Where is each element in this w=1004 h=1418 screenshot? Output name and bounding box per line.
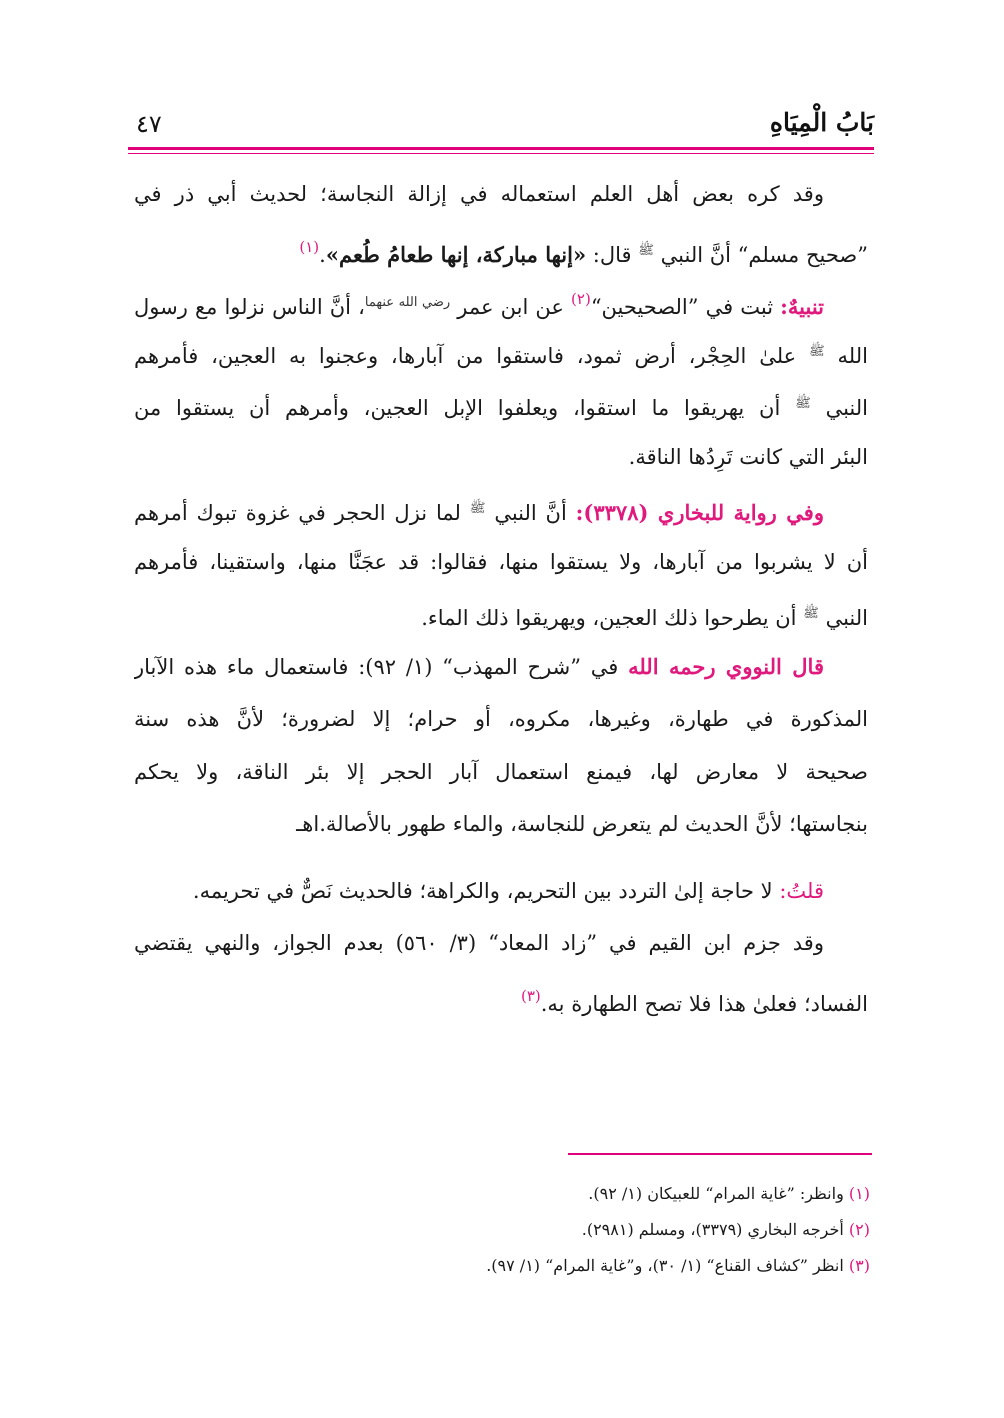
footnote-number: (١): [848, 1184, 870, 1203]
footnote-number: (٢): [848, 1220, 870, 1239]
paragraph-4: [134, 641, 868, 851]
paragraph-2-line-1: [134, 273, 868, 326]
hadith-quote: «إنها مباركة، إنها طعامُ طُعم»: [325, 241, 587, 267]
text-segment: الله: [837, 343, 868, 368]
text-segment: قال:: [592, 242, 632, 267]
paragraph-4-line-1: [134, 641, 868, 694]
text-segment: النبي: [825, 396, 868, 420]
paragraph-4-line-3: صحيحة لا معارض لها، فيمنع استعمال آبار الحجر إلا بئر الناقة، ولا يحكم: [134, 759, 868, 784]
header-rule-thin: [128, 153, 874, 154]
paragraph-3-line-1: [134, 483, 868, 536]
footnote-item: [400, 1248, 870, 1284]
paragraph-2-line-2: [134, 326, 868, 379]
note-label: تنبيهٌ:: [780, 294, 825, 319]
footnote-number: (٣): [848, 1256, 870, 1275]
paragraph-6-line-1: وقد جزم ابن القيم في ”زاد المعاد“ (٣/ ٥٦٠) بعدم الجواز، والنهي يقتضي: [134, 931, 824, 955]
paragraph-5: [134, 865, 868, 918]
header-rule-thick: [128, 147, 874, 150]
text-segment: .: [319, 242, 326, 267]
paragraph-2-line-3: [134, 378, 868, 431]
footnote-text: أخرجه البخاري (٣٣٧٩)، ومسلم (٢٩٨١).: [581, 1220, 844, 1239]
paragraph-gap: [134, 851, 868, 865]
paragraph-1: [134, 168, 868, 273]
paragraph-3-line-2: أن لا يشربوا من آبارها، ولا يستقوا منها، فقالوا: قد عجَنَّا منها، واستقينا، فأمرهم: [134, 549, 868, 574]
honorific-glyph: رضي الله عنهما: [364, 295, 451, 310]
paragraph-3: [134, 483, 868, 641]
text-segment: أنَّ النبي: [494, 501, 567, 525]
narration-label: وفي رواية للبخاري (٣٣٧٨):: [575, 500, 824, 525]
paragraph-6: [134, 917, 868, 1022]
text-segment: النبي: [825, 606, 868, 630]
text-segment: ، أنَّ الناس نزلوا مع رسول: [134, 295, 365, 319]
paragraph-1-line-1: وقد كره بعض أهل العلم استعماله في إزالة النجاسة؛ لحديث أبي ذر في: [134, 182, 824, 206]
paragraph-4-line-4: بنجاستها؛ لأنَّ الحديث لم يتعرض للنجاسة، والماء طهور بالأصالة.اهـ: [296, 812, 868, 836]
paragraph-6-line-2: [134, 970, 868, 1023]
paragraph-2-line-4: البئر التي كانت تَرِدُها الناقة.: [628, 444, 868, 469]
honorific-glyph: ﷺ: [795, 396, 811, 411]
text-segment: أن يهريقوا ما استقوا، ويعلفوا الإبل العجين، وأمرهم أن يستقوا من: [134, 396, 781, 420]
footnote-ref-1[interactable]: (١): [299, 237, 320, 256]
footnote-ref-3[interactable]: (٣): [520, 986, 541, 1005]
footnote-text: انظر ”كشاف القناع“ (١/ ٣٠)، و”غاية المرام“ (١/ ٩٧).: [486, 1256, 844, 1275]
paragraph-4-line-2: المذكورة في طهارة، وغيرها، مكروه، أو حرام؛ إلا لضرورة؛ لأنَّ هذه سنة: [134, 707, 868, 731]
text-segment: ثبت في ”الصحيحين“: [590, 295, 774, 319]
honorific-glyph: ﷺ: [638, 242, 654, 258]
text-segment: لا حاجة إلىٰ التردد بين التحريم، والكراهة؛ فالحديث نَصٌّ في تحريمه.: [192, 878, 773, 903]
paragraph-5-line-1: [134, 865, 868, 918]
paragraph-3-line-3: [134, 588, 868, 641]
honorific-glyph: ﷺ: [469, 501, 486, 516]
honorific-glyph: ﷺ: [803, 606, 819, 621]
text-segment: عن ابن عمر: [457, 295, 564, 319]
paragraph-2: [134, 273, 868, 483]
text-segment: الفساد؛ فعلىٰ هذا فلا تصح الطهارة به.: [540, 991, 868, 1016]
page-number: ٤٧: [136, 110, 162, 138]
text-segment: أن يطرحوا ذلك العجين، ويهريقوا ذلك الماء.: [421, 606, 797, 630]
footnotes: [400, 1176, 870, 1284]
footnote-ref-2[interactable]: (٢): [571, 290, 591, 308]
text-segment: لما نزل الحجر في غزوة تبوك أمرهم: [134, 501, 461, 525]
text-segment: ”صحيح مسلم“ أنَّ النبي: [660, 242, 868, 267]
text-segment: علىٰ الحِجْر، أرض ثمود، فاستقوا من آبارها، وعجنوا به العجين، فأمرهم: [134, 343, 797, 368]
paragraph-1-line-2: [134, 221, 868, 274]
footnote-item: [400, 1212, 870, 1248]
footnote-text: وانظر: ”غاية المرام“ للعبيكان (١/ ٩٢).: [588, 1184, 844, 1203]
footnote-item: [400, 1176, 870, 1212]
page-header: [128, 108, 874, 148]
author-label: قلتُ:: [779, 878, 824, 903]
chapter-title: بَابُ الْمِيَاهِ: [769, 108, 874, 137]
quote-label: قال النووي رحمه الله: [628, 653, 824, 679]
footnote-separator: [568, 1153, 872, 1155]
page-body: [134, 168, 868, 1022]
text-segment: في ”شرح المهذب“ (١/ ٩٢): فاستعمال ماء هذه الآبار: [134, 654, 619, 679]
honorific-glyph: ﷺ: [809, 343, 825, 359]
